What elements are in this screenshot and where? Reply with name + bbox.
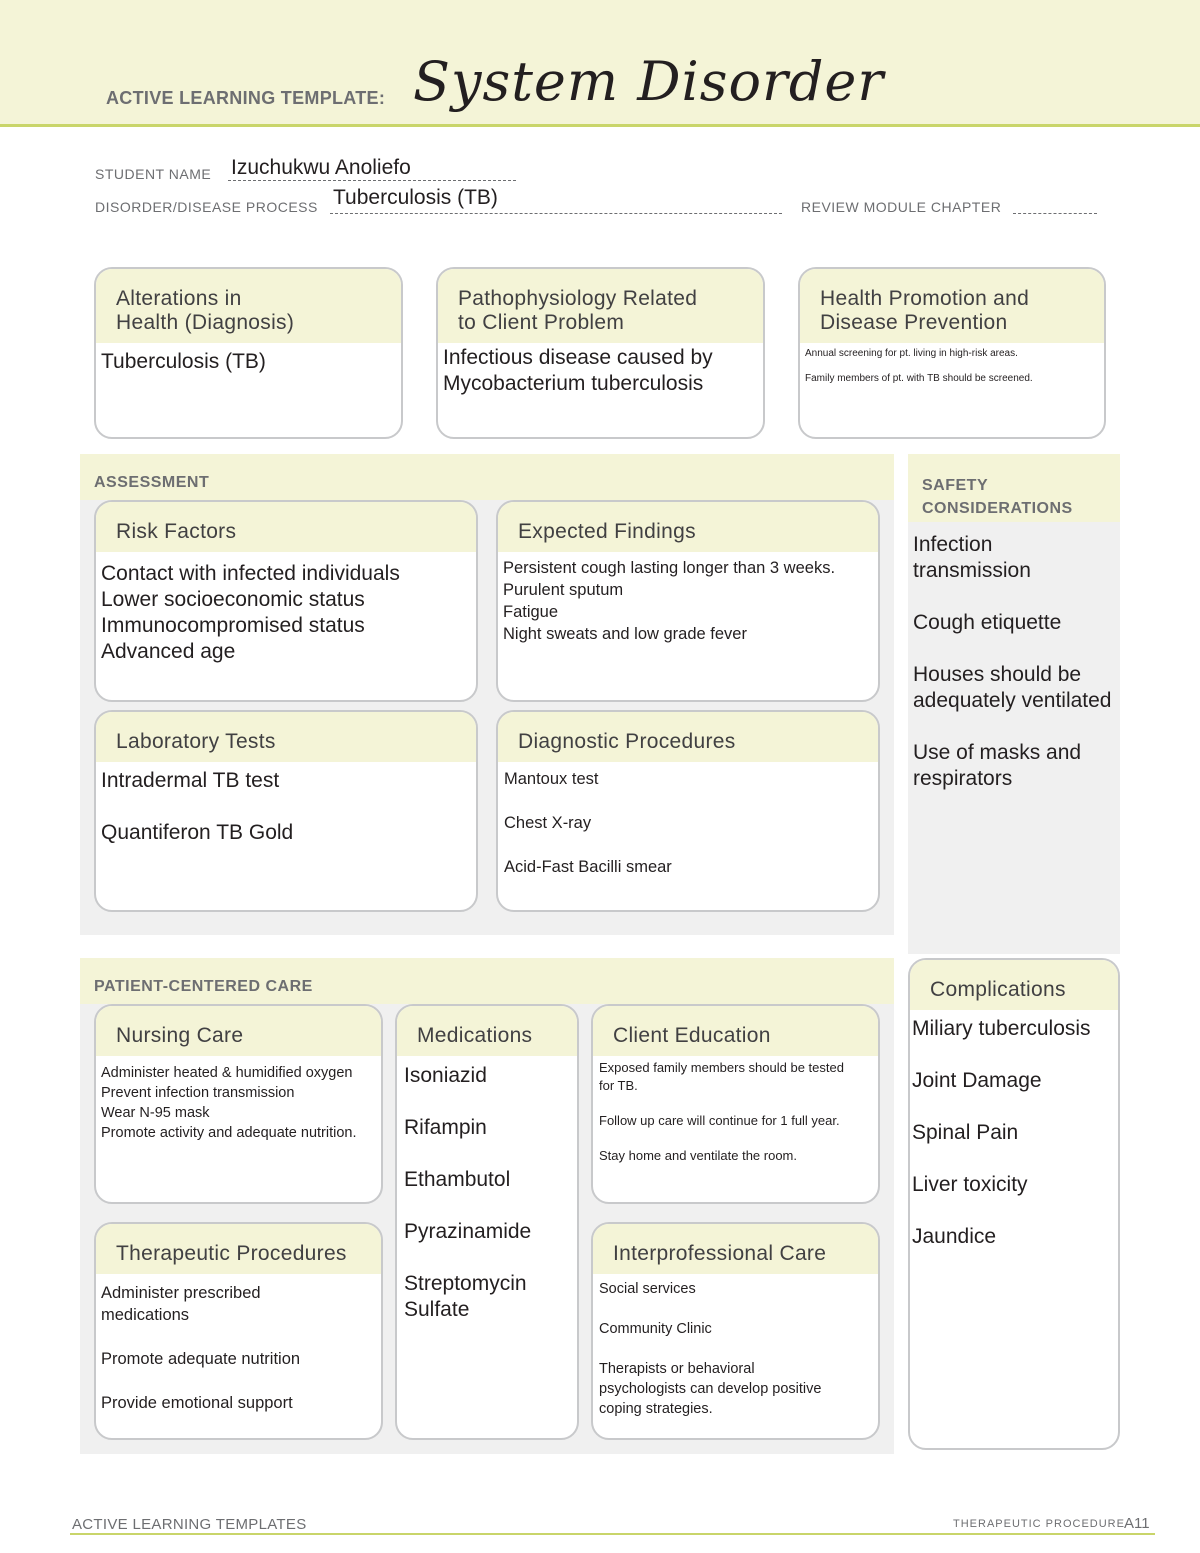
expected-findings-title: Expected Findings [498,502,878,552]
laboratory-tests-title: Laboratory Tests [96,712,476,762]
list-item: Spinal Pain [912,1121,1019,1144]
safety-title [922,474,1073,520]
list-item: Joint Damage [912,1069,1042,1092]
review-chapter-line [1013,213,1097,214]
list-item: Administer heated & humidified oxygen [101,1065,353,1081]
laboratory-tests-list [96,762,476,846]
risk-factors-list [96,552,476,665]
list-item: Administer prescribed medications [101,1284,266,1324]
student-name-value: Izuchukwu Anoliefo [231,156,411,179]
risk-factors-title: Risk Factors [96,502,476,552]
pathophysiology-title-line2: to Client Problem [458,311,625,334]
list-item: Intradermal TB test [101,769,280,792]
list-item: Ethambutol [404,1168,511,1191]
pathophysiology-title-line1: Pathophysiology Related [458,287,698,310]
list-item: Streptomycin Sulfate [404,1272,533,1321]
complications-title: Complications [910,960,1118,1010]
list-item: Advanced age [101,640,236,663]
list-item: Wear N-95 mask [101,1105,210,1121]
list-item: Annual screening for pt. living in high-risk areas. [805,348,1018,359]
list-item: Contact with infected individuals [101,562,400,585]
therapeutic-procedures-list [96,1274,381,1414]
safety-list [913,532,1113,818]
disorder-value: Tuberculosis (TB) [333,186,498,209]
footer-rule [70,1533,1155,1535]
diagnostic-procedures-box [496,710,880,912]
list-item: Exposed family members should be tested for TB. [599,1060,848,1093]
list-item: Use of masks and respirators [913,741,1087,790]
list-item: Acid-Fast Bacilli smear [504,858,672,876]
template-label: ACTIVE LEARNING TEMPLATE: [106,88,386,108]
header-rule [0,124,1200,127]
list-item: Lower socioeconomic status [101,588,365,611]
patient-centered-care-label: PATIENT-CENTERED CARE [94,978,313,995]
list-item: Miliary tuberculosis [912,1017,1091,1040]
expected-findings-list [498,552,878,645]
risk-factors-box [94,500,478,702]
list-item: Promote activity and adequate nutrition. [101,1125,357,1141]
list-item: Promote adequate nutrition [101,1350,301,1368]
student-name-line [228,180,516,181]
pathophysiology-content: Infectious disease caused by Mycobacterium tuberculosis [443,346,713,395]
pathophysiology-title [438,269,763,343]
list-item: Cough etiquette [913,611,1062,634]
list-item: Rifampin [404,1116,487,1139]
alterations-box [94,267,403,439]
safety-title-line1: SAFETY [922,477,989,494]
health-promotion-box [798,267,1106,439]
alterations-title-line2: Health (Diagnosis) [116,311,295,334]
health-promotion-title-line2: Disease Prevention [820,311,1008,334]
diagnostic-procedures-list [498,762,878,878]
safety-title-line2: CONSIDERATIONS [922,500,1073,517]
list-item: Persistent cough lasting longer than 3 weeks. [503,559,836,577]
medications-title: Medications [397,1006,577,1056]
interprofessional-care-list [593,1274,878,1419]
page-number: A11 [1124,1515,1150,1532]
laboratory-tests-box [94,710,478,912]
medications-list [397,1056,577,1323]
disorder-label: DISORDER/DISEASE PROCESS [95,199,318,215]
alterations-content: Tuberculosis (TB) [101,350,266,373]
alterations-title [96,269,401,343]
list-item: Night sweats and low grade fever [503,625,747,643]
medications-box [395,1004,579,1440]
list-item: Quantiferon TB Gold [101,821,294,844]
list-item: Liver toxicity [912,1173,1028,1196]
nursing-care-box [94,1004,383,1204]
complications-list [910,1010,1118,1250]
interprofessional-care-box [591,1222,880,1440]
list-item: Social services [599,1281,696,1297]
list-item: Stay home and ventilate the room. [599,1148,798,1163]
diagnostic-procedures-title: Diagnostic Procedures [498,712,878,762]
nursing-care-list [96,1056,381,1143]
student-name-label: STUDENT NAME [95,166,212,182]
therapeutic-procedures-box [94,1222,383,1440]
list-item: Community Clinic [599,1321,712,1337]
list-item: Family members of pt. with TB should be screened. [805,373,1033,384]
review-chapter-label: REVIEW MODULE CHAPTER [801,199,1002,215]
list-item: Follow up care will continue for 1 full year. [599,1113,840,1128]
client-education-box [591,1004,880,1204]
list-item: Mantoux test [504,770,599,788]
health-promotion-title-line1: Health Promotion and [820,287,1030,310]
list-item: Houses should be adequately ventilated [913,663,1112,712]
disorder-line [330,213,782,214]
list-item: Infection transmission [913,533,1031,582]
footer-left-label: ACTIVE LEARNING TEMPLATES [72,1516,307,1533]
list-item: Immunocompromised status [101,614,365,637]
list-item: Pyrazinamide [404,1220,532,1243]
footer-right-label: THERAPEUTIC PROCEDURE [953,1518,1125,1530]
alterations-title-line1: Alterations in [116,287,242,310]
list-item: Fatigue [503,603,559,621]
nursing-care-title: Nursing Care [96,1006,381,1056]
client-education-title: Client Education [593,1006,878,1056]
list-item: Jaundice [912,1225,997,1248]
list-item: Purulent sputum [503,581,624,599]
list-item: Therapists or behavioral psychologists can develop positive coping strategies. [599,1361,826,1417]
expected-findings-box [496,500,880,702]
client-education-list [593,1056,878,1165]
health-promotion-content [800,343,1104,386]
list-item: Prevent infection transmission [101,1085,295,1101]
pathophysiology-box [436,267,765,439]
complications-box [908,958,1120,1450]
interprofessional-care-title: Interprofessional Care [593,1224,878,1274]
therapeutic-procedures-title: Therapeutic Procedures [96,1224,381,1274]
list-item: Isoniazid [404,1064,487,1087]
page-title: System Disorder [413,50,885,113]
list-item: Provide emotional support [101,1394,293,1412]
list-item: Chest X-ray [504,814,592,832]
health-promotion-title [800,269,1104,343]
assessment-label: ASSESSMENT [94,474,210,491]
